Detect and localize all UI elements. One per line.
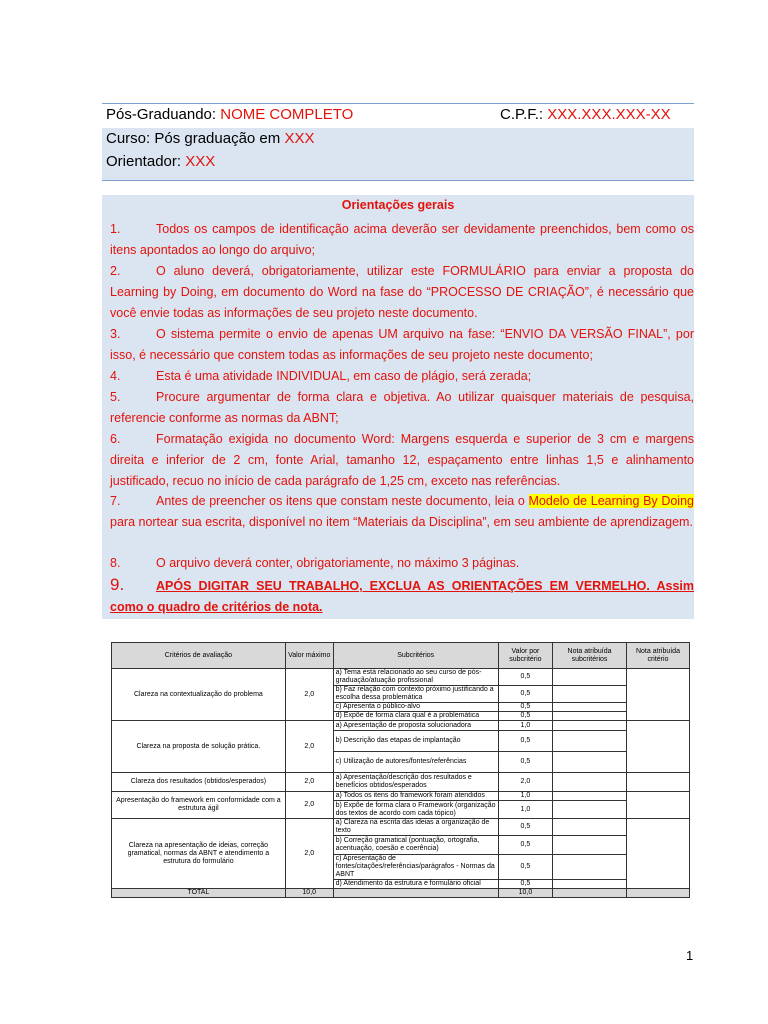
table-row [112, 773, 690, 792]
table-header: Valor por subcritério [498, 643, 552, 669]
subcriterion-cell: a) Apresentação de proposta solucionadora [333, 721, 498, 731]
item-number: 6. [110, 432, 121, 446]
subcriterion-cell: a) Tema está relacionado ao seu curso de pós-graduação/atuação profissional [333, 669, 498, 686]
subcriterion-value-cell: 0,5 [498, 836, 552, 855]
criterion-cell: Apresentação do framework em conformidade com a estrutura ágil [112, 792, 286, 819]
table-header: Valor máximo [285, 643, 333, 669]
sub-score-cell[interactable] [553, 686, 627, 703]
sub-score-cell[interactable] [553, 819, 627, 836]
subcriterion-value-cell: 0,5 [498, 880, 552, 889]
max-value-cell: 2,0 [285, 792, 333, 819]
subcriterion-cell: c) Apresenta o público-alvo [333, 703, 498, 712]
orientation-item [110, 366, 694, 387]
sub-score-cell[interactable] [553, 731, 627, 752]
table-header: Subcritérios [333, 643, 498, 669]
criterion-score-cell[interactable] [626, 819, 689, 889]
sub-score-cell[interactable] [553, 721, 627, 731]
item-number: 2. [110, 264, 121, 278]
total-criterion-score[interactable] [626, 889, 689, 898]
subcriterion-value-cell: 0,5 [498, 819, 552, 836]
sub-score-cell[interactable] [553, 669, 627, 686]
subcriterion-cell: b) Expõe de forma clara o Framework (organização dos textos de acordo com cada tópico) [333, 801, 498, 819]
subcriterion-cell: c) Apresentação de fontes/citações/referências/parágrafos - Normas da ABNT [333, 855, 498, 880]
identification-row [102, 103, 694, 129]
graduate-label: Pós-Graduando: [106, 106, 221, 123]
table-header-row [112, 643, 690, 669]
subcriterion-cell: a) Apresentação/descrição dos resultados e benefícios obtidos/esperados [333, 773, 498, 792]
highlighted-link-text: Modelo de Learning By Doing [528, 494, 694, 508]
item-number: 7. [110, 494, 121, 508]
table-row [112, 792, 690, 801]
subcriterion-cell: b) Faz relação com contexto próximo justificando a escolha dessa problemática [333, 686, 498, 703]
total-max: 10,0 [285, 889, 333, 898]
item-text: O aluno deverá, obrigatoriamente, utilizar este FORMULÁRIO para enviar a proposta do Learning by Doing, em documento do Word na fase do “PROCESSO DE CRIAÇÃO”, é necessário que você envie todas as informações de seu projeto neste documento. [110, 264, 694, 320]
criterion-score-cell[interactable] [626, 669, 689, 721]
item-number: 1. [110, 222, 121, 236]
cpf-label: C.P.F.: [500, 106, 548, 123]
criterion-cell: Clareza dos resultados (obtidos/esperados) [112, 773, 286, 792]
table-header: Nota atribuída subcritérios [553, 643, 627, 669]
subcriterion-cell: c) Utilização de autores/fontes/referências [333, 752, 498, 773]
item-text: Todos os campos de identificação acima deverão ser devidamente preenchidos, bem como os itens apontados ao longo do arquivo; [110, 222, 694, 257]
advisor-label: Orientador: [106, 153, 186, 170]
item-text: Antes de preencher os itens que constam neste documento, leia o [156, 494, 529, 508]
subcriterion-value-cell: 0,5 [498, 669, 552, 686]
item-text: APÓS DIGITAR SEU TRABALHO, EXCLUA AS ORIENTAÇÕES EM VERMELHO. Assim como o quadro de critérios de nota. [110, 579, 694, 614]
orientation-item [110, 219, 694, 261]
sub-score-cell[interactable] [553, 801, 627, 819]
table-row [112, 721, 690, 731]
total-empty [333, 889, 498, 898]
sub-score-cell[interactable] [553, 855, 627, 880]
total-row [112, 889, 690, 898]
cpf-field [500, 104, 671, 126]
item-text: para nortear sua escrita, disponível no item “Materiais da Disciplina”, em seu ambiente de aprendizagem. [110, 515, 693, 529]
criteria-table [111, 642, 690, 898]
subcriterion-value-cell: 2,0 [498, 773, 552, 792]
subcriterion-value-cell: 1,0 [498, 801, 552, 819]
criterion-cell: Clareza na proposta de solução prática. [112, 721, 286, 773]
orientation-item-warning [110, 574, 694, 618]
subcriterion-cell: b) Correção gramatical (pontuação, ortografia, acentuação, coesão e coerência) [333, 836, 498, 855]
subcriterion-cell: a) Clareza na escrita das ideias a organização de texto [333, 819, 498, 836]
total-label: TOTAL [112, 889, 286, 898]
item-text: Esta é uma atividade INDIVIDUAL, em caso de plágio, será zerada; [156, 369, 532, 383]
subcriterion-cell: d) Atendimento da estrutura e formulário oficial [333, 880, 498, 889]
criterion-score-cell[interactable] [626, 721, 689, 773]
advisor-value: XXX [185, 153, 216, 170]
sub-score-cell[interactable] [553, 880, 627, 889]
criterion-cell: Clareza na contextualização do problema [112, 669, 286, 721]
orientations-title: Orientações gerais [341, 198, 455, 212]
orientations-block [102, 195, 694, 619]
course-block [102, 128, 694, 181]
graduate-field [106, 104, 353, 126]
sub-score-cell[interactable] [553, 712, 627, 721]
item-number: 5. [110, 390, 121, 404]
course-value: XXX [284, 130, 315, 147]
orientation-item [110, 429, 694, 492]
subcriterion-value-cell: 0,5 [498, 731, 552, 752]
graduate-value: NOME COMPLETO [220, 106, 354, 123]
subcriterion-value-cell: 1,0 [498, 721, 552, 731]
orientation-item [110, 491, 694, 533]
total-sub-score[interactable] [553, 889, 627, 898]
sub-score-cell[interactable] [553, 773, 627, 792]
subcriterion-value-cell: 1,0 [498, 792, 552, 801]
subcriterion-value-cell: 0,5 [498, 855, 552, 880]
criterion-score-cell[interactable] [626, 773, 689, 792]
orientation-item [110, 387, 694, 429]
table-header: Nota atribuída critério [626, 643, 689, 669]
table-header: Critérios de avaliação [112, 643, 286, 669]
subcriterion-value-cell: 0,5 [498, 752, 552, 773]
orientation-item [110, 261, 694, 324]
sub-score-cell[interactable] [553, 752, 627, 773]
course-field [106, 130, 314, 147]
item-text: Procure argumentar de forma clara e objetiva. Ao utilizar quaisquer materiais de pesquisa, referencie conforme as normas da ABNT; [110, 390, 694, 425]
table-row [112, 669, 690, 686]
subcriterion-cell: a) Todos os itens do framework foram atendidos [333, 792, 498, 801]
sub-score-cell[interactable] [553, 703, 627, 712]
max-value-cell: 2,0 [285, 819, 333, 889]
orientation-item [110, 324, 694, 366]
orientation-item [110, 553, 694, 574]
item-text: Formatação exigida no documento Word: Margens esquerda e superior de 3 cm e margens direita e inferior de 2 cm, fonte Arial, tamanho 12, espaçamento entre linhas 1,5 e alinhamento justificado, recuo no início de cada parágrafo de 1,25 cm, exceto nas referências. [110, 432, 694, 488]
total-sub: 10,0 [498, 889, 552, 898]
cpf-value: XXX.XXX.XXX-XX [547, 106, 671, 123]
item-number: 3. [110, 327, 121, 341]
max-value-cell: 2,0 [285, 669, 333, 721]
course-label: Curso: Pós graduação em [106, 130, 285, 147]
criterion-cell: Clareza na apresentação de ideias, correção gramatical, normas da ABNT e atendimento a estrutura do formulário [112, 819, 286, 889]
subcriterion-cell: d) Expõe de forma clara qual é a problemática [333, 712, 498, 721]
subcriterion-value-cell: 0,5 [498, 686, 552, 703]
sub-score-cell[interactable] [553, 836, 627, 855]
subcriterion-cell: b) Descrição das etapas de implantação [333, 731, 498, 752]
criterion-score-cell[interactable] [626, 792, 689, 819]
subcriterion-value-cell: 0,5 [498, 712, 552, 721]
table-row [112, 819, 690, 836]
advisor-field [106, 153, 215, 170]
item-number: 4. [110, 369, 121, 383]
item-text: O arquivo deverá conter, obrigatoriamente, no máximo 3 páginas. [156, 556, 520, 570]
sub-score-cell[interactable] [553, 792, 627, 801]
max-value-cell: 2,0 [285, 721, 333, 773]
page-number: 1 [686, 948, 694, 963]
item-text: O sistema permite o envio de apenas UM arquivo na fase: “ENVIO DA VERSÃO FINAL”, por isso, é necessário que constem todas as informações de seu projeto neste documento; [110, 327, 694, 362]
max-value-cell: 2,0 [285, 773, 333, 792]
item-number: 9. [110, 575, 125, 594]
subcriterion-value-cell: 0,5 [498, 703, 552, 712]
item-number: 8. [110, 556, 121, 570]
